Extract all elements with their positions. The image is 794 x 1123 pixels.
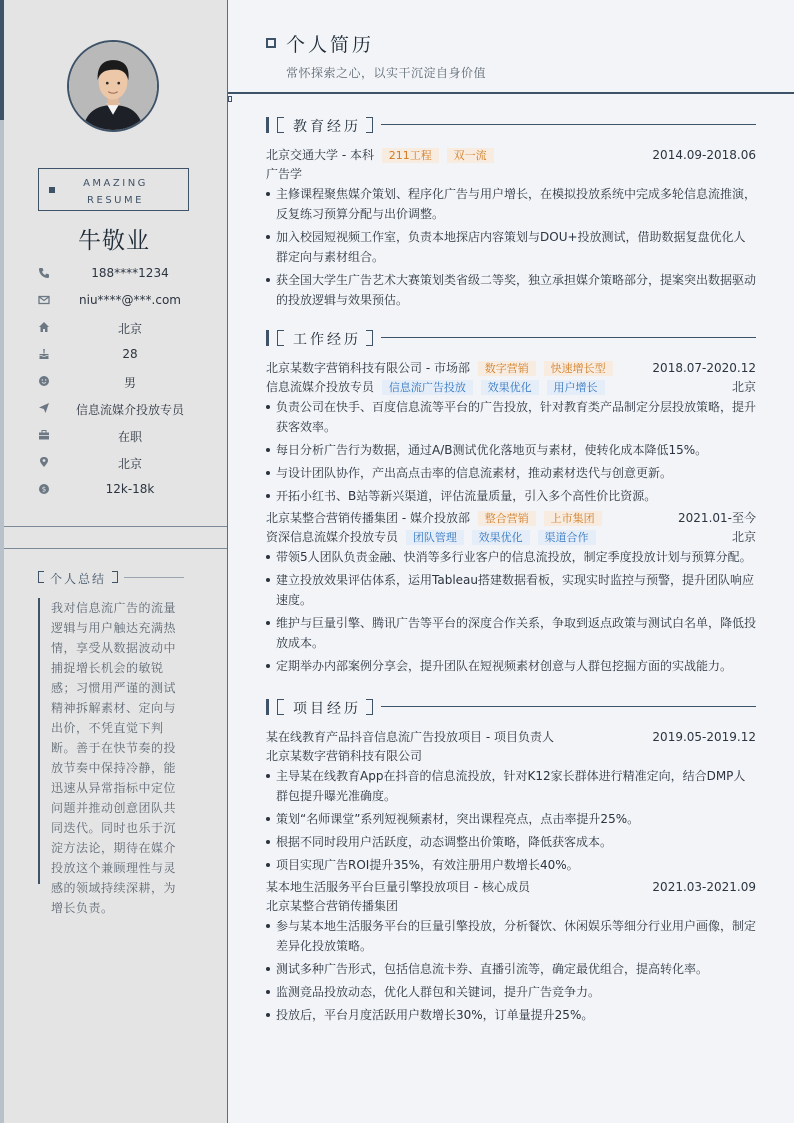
home-text: 北京 [117,322,142,336]
sidebar-edge-accent [0,0,4,120]
project-name: 某在线教育产品抖音信息流广告投放项目 - 项目负责人 [266,730,554,744]
face-icon [38,375,50,387]
major-row [266,165,756,184]
position-tag: 效果优化 [481,380,539,395]
project-period: 2021.03-2021.09 [652,880,756,894]
education-heading [266,117,756,133]
school-tag: 双一流 [447,148,494,163]
project-org: 北京某整合营销传播集团 [266,899,399,913]
education-period: 2014.09-2018.06 [652,148,756,162]
projects-heading [266,699,756,715]
list-item: 项目实现广告ROI提升35%，有效注册用户数增长40%。 [266,855,756,875]
position-tag: 团队管理 [406,530,464,545]
sidebar-divider-bottom [4,548,227,549]
position-tag: 信息流广告投放 [382,380,473,395]
work-section [266,330,756,679]
info-status [30,426,200,453]
heading-bar [266,330,269,346]
job-bullets [266,547,756,676]
salary-text: 12k-18k [105,482,155,496]
position-tag: 用户增长 [547,380,605,395]
info-gender [30,372,200,399]
job-position-row [266,378,756,397]
job-company-row [266,509,756,528]
bracket-right-icon [112,571,118,583]
position-name: 资深信息流媒介投放专员 [266,530,399,544]
bracket-right-icon [366,330,373,346]
list-item: 投放后，平台月度活跃用户数增长30%，订单量提升25%。 [266,1005,756,1025]
bracket-left-icon [277,330,284,346]
list-item: 带领5人团队负责金融、快消等多行业客户的信息流投放，制定季度投放计划与预算分配。 [266,547,756,567]
heading-bar [266,699,269,715]
list-item: 测试多种广告形式，包括信息流卡券、直播引流等，确定最优组合，提高转化率。 [266,959,756,979]
info-location [30,453,200,480]
major: 广告学 [266,167,303,181]
bracket-left-icon [38,571,44,583]
send-icon [38,402,50,414]
company-name: 北京某整合营销传播集团 - 媒介投放部 [266,511,470,525]
mail-icon [38,294,50,306]
status-text: 在职 [117,430,142,444]
list-item: 策划“名师课堂”系列短视频素材，突出课程亮点，点击率提升25%。 [266,809,756,829]
list-item: 开拓小红书、B站等新兴渠道，评估流量质量，引入多个高性价比资源。 [266,486,756,506]
location-text: 北京 [117,457,142,471]
project-org: 北京某数字营销科技有限公司 [266,749,423,763]
info-salary [30,480,200,507]
bracket-left-icon [277,699,284,715]
cake-icon [38,348,50,360]
svg-text:$: $ [41,485,47,494]
list-item: 维护与巨量引擎、腾讯广告等平台的深度合作关系，争取到返点政策与测试白名单，降低投放成本。 [266,613,756,653]
projects-section [266,699,756,1028]
home-icon [38,321,50,333]
job-company-row [266,359,756,378]
phone-text: 188****1234 [91,266,169,280]
tag-line-1: AMAZING [83,178,148,189]
email-text: niu****@***.com [79,293,181,307]
sidebar [0,0,228,1123]
sidebar-divider-top [4,526,227,527]
sidebar-edge [0,0,4,1123]
info-home [30,318,200,345]
position-tag: 渠道合作 [538,530,596,545]
info-email [30,291,200,318]
company-tag: 快速增长型 [544,361,613,376]
list-item: 监测竞品投放动态，优化人群包和关键词，提升广告竞争力。 [266,982,756,1002]
job-city: 北京 [731,530,756,544]
company-tag: 数字营销 [478,361,536,376]
briefcase-icon [38,429,50,441]
contact-info-list [30,264,200,507]
projects-title: 项目经历 [293,701,361,717]
job-entry [266,509,756,676]
project-name: 某本地生活服务平台巨量引擎投放项目 - 核心成员 [266,880,530,894]
job-bullets [266,397,756,506]
bracket-right-icon [366,699,373,715]
position-tag: 效果优化 [472,530,530,545]
education-row [266,146,756,165]
position-name: 信息流媒介投放专员 [266,380,375,394]
summary-title: 个人总结 [50,572,107,586]
project-org-row [266,747,756,766]
education-bullets [266,184,756,310]
info-position [30,399,200,426]
summary-heading [38,570,188,584]
company-tag: 上市集团 [544,511,602,526]
list-item: 主导某在线教育App在抖音的信息流投放，针对K12家长群体进行精准定向，结合DMP人群包提升曝光准确度。 [266,766,756,806]
avatar [67,40,159,132]
info-age [30,345,200,372]
project-name-row [266,728,756,747]
position-text: 信息流媒介投放专员 [75,403,184,417]
project-name-row [266,878,756,897]
summary-text: 我对信息流广告的流量逻辑与用户触达充满热情，享受从数据波动中捕捉增长机会的敏锐感；习惯用严谨的测试精神拆解素材、定向与出价，不凭直觉下判断。善于在快节奏的投放节奏中保持冷静，能迅速从异常指标中定位问题并推动创意团队共同迭代。同时也乐于沉淀方法论，期待在媒介投放这个兼顾理性与灵感的领域持续深耕，为增长负责。 [38,598,188,884]
education-section [266,117,756,313]
heading-line [381,124,756,125]
project-entry [266,728,756,875]
list-item: 主修课程聚焦媒介策划、程序化广告与用户增长，在模拟投放系统中完成多轮信息流推演，反复练习预算分配与出价调整。 [266,184,756,224]
summary-title-line [124,577,184,578]
bracket-left-icon [277,117,284,133]
list-item: 建立投放效果评估体系，运用Tableau搭建数据看板，实现实时监控与预警，提升团队响应速度。 [266,570,756,610]
title-square-icon [266,38,276,48]
list-item: 获全国大学生广告艺术大赛策划类省级二等奖，独立承担媒介策略部分，提案突出数据驱动的投放逻辑与效果预估。 [266,270,756,310]
location-icon [38,456,50,468]
list-item: 根据不同时段用户活跃度，动态调整出价策略，降低获客成本。 [266,832,756,852]
school-name: 北京交通大学 - 本科 [266,148,374,162]
list-item: 每日分析广告行为数据，通过A/B测试优化落地页与素材，使转化成本降低15%。 [266,440,756,460]
job-city: 北京 [731,380,756,394]
resume-tag-box [38,168,189,211]
phone-icon [38,267,50,279]
education-title: 教育经历 [293,119,361,135]
tag-line-2: RESUME [87,195,144,206]
header-divider [228,92,794,94]
job-period: 2021.01-至今 [678,511,756,525]
work-title: 工作经历 [293,332,361,348]
bracket-right-icon [366,117,373,133]
job-period: 2018.07-2020.12 [652,361,756,375]
company-tag: 整合营销 [478,511,536,526]
school-tag: 211工程 [382,148,439,163]
project-period: 2019.05-2019.12 [652,730,756,744]
heading-bar [266,117,269,133]
company-name: 北京某数字营销科技有限公司 - 市场部 [266,361,470,375]
page-subtitle: 常怀探索之心，以实干沉淀自身价值 [286,66,487,80]
info-phone [30,264,200,291]
heading-line [381,337,756,338]
list-item: 定期举办内部案例分享会，提升团队在短视频素材创意与人群包挖掘方面的实战能力。 [266,656,756,676]
list-item: 与设计团队协作，产出高点击率的信息流素材，推动素材迭代与创意更新。 [266,463,756,483]
project-bullets [266,916,756,1025]
tag-square-icon [49,187,55,193]
person-name: 牛敬业 [78,228,150,254]
page-title: 个人简历 [286,34,375,56]
list-item: 负责公司在快手、百度信息流等平台的广告投放，针对教育类产品制定分层投放策略，提升获客效率。 [266,397,756,437]
job-position-row [266,528,756,547]
header-marker [228,96,232,102]
list-item: 加入校园短视频工作室，负责本地探店内容策划与DOU+投放测试，借助数据复盘优化人群定向与素材组合。 [266,227,756,267]
work-heading [266,330,756,346]
salary-icon [38,483,50,495]
gender-text: 男 [123,376,136,390]
job-entry [266,359,756,506]
heading-line [381,706,756,707]
age-text: 28 [122,347,138,361]
project-entry [266,878,756,1025]
project-bullets [266,766,756,875]
project-org-row [266,897,756,916]
list-item: 参与某本地生活服务平台的巨量引擎投放，分析餐饮、休闲娱乐等细分行业用户画像，制定差异化投放策略。 [266,916,756,956]
